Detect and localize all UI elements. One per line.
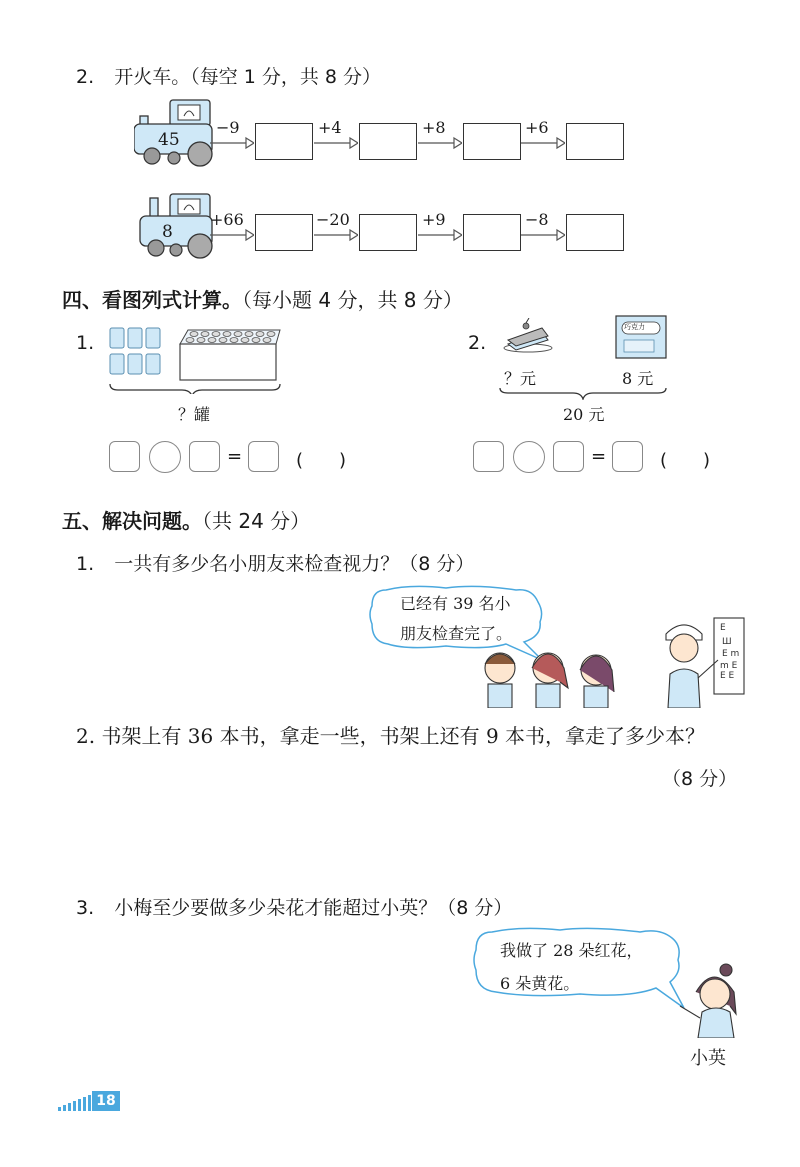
arrow-icon	[314, 228, 358, 242]
train-1-op-3: +8	[422, 118, 446, 137]
total-price-label: 20 元	[563, 405, 605, 424]
chocolate-bar-icon	[614, 314, 668, 360]
train-1-start-number: 45	[158, 130, 180, 150]
question-text: 一共有多少名小朋友来检查视力？（8 分）	[114, 553, 475, 575]
equation-result-box[interactable]	[612, 441, 643, 472]
arrow-icon	[418, 228, 462, 242]
answer-box[interactable]	[463, 123, 521, 160]
bubble-1-line-2: 朋友检查完了。	[400, 624, 513, 643]
section-title: 四、看图列式计算。	[62, 288, 242, 312]
answer-box[interactable]	[463, 214, 521, 251]
equation-number-box[interactable]	[473, 441, 504, 472]
unit-parentheses: ( )	[660, 450, 711, 471]
question-5-2-text: 2. 书架上有 36 本书，拿走一些，书架上还有 9 本书，拿走了多少本？	[76, 724, 706, 748]
svg-text:Ш: Ш	[722, 637, 732, 647]
answer-box[interactable]	[255, 214, 313, 251]
character-name: 小英	[690, 1048, 726, 1069]
answer-box[interactable]	[566, 123, 624, 160]
train-1-op-4: +6	[525, 118, 549, 137]
equation-number-box[interactable]	[553, 441, 584, 472]
question-number: 2.	[468, 332, 487, 354]
svg-text:E m: E m	[722, 649, 740, 659]
train-2-op-1: +66	[210, 210, 244, 229]
doctor-illustration	[656, 616, 766, 708]
train-2-op-2: −20	[316, 210, 350, 229]
question-5-2-score: （8 分）	[662, 768, 738, 790]
arrow-icon	[210, 136, 254, 150]
bubble-1-line-1: 已经有 39 名小	[400, 594, 511, 613]
equation-number-box[interactable]	[189, 441, 220, 472]
bubble-2-line-1: 我做了 28 朵红花，	[500, 941, 643, 960]
question-5-1	[76, 549, 474, 576]
section-5-heading	[62, 505, 310, 534]
unit-parentheses: ( )	[296, 450, 347, 471]
train-engine-illustration	[134, 188, 218, 260]
children-illustration	[476, 640, 626, 708]
chocolate-price-label: 8 元	[622, 369, 654, 388]
page-bars-icon	[58, 1094, 92, 1111]
chocolate-wrapper-label: 巧克力	[624, 323, 645, 331]
bubble-2-line-2: 6 朵黄花。	[500, 974, 580, 993]
section-4-heading	[62, 284, 463, 313]
equals-sign: =	[591, 446, 607, 467]
cake-price-label: ？元	[504, 369, 537, 388]
arrow-icon	[521, 228, 565, 242]
question-number: 3.	[76, 897, 95, 919]
answer-box[interactable]	[359, 123, 417, 160]
question-text: 开火车。（每空 1 分，共 8 分）	[114, 66, 382, 88]
train-2-op-3: +9	[422, 210, 446, 229]
equals-sign: =	[227, 446, 243, 467]
train-1-op-2: +4	[318, 118, 342, 137]
svg-text:E E: E E	[720, 671, 735, 681]
train-2-op-4: −8	[525, 210, 549, 229]
equation-operator-circle[interactable]	[149, 441, 181, 473]
svg-text:E: E	[720, 623, 726, 633]
svg-text:m E: m E	[720, 661, 738, 671]
answer-box[interactable]	[566, 214, 624, 251]
question-5-3	[76, 893, 512, 920]
arrow-icon	[210, 228, 254, 242]
question-number: 2.	[76, 66, 95, 88]
cake-icon	[502, 318, 554, 354]
total-brace	[498, 386, 668, 400]
cans-total-label: ？罐	[178, 405, 211, 424]
arrow-icon	[418, 136, 462, 150]
section-title: 五、解决问题。	[62, 509, 202, 533]
train-1-op-1: −9	[216, 118, 240, 137]
equation-operator-circle[interactable]	[513, 441, 545, 473]
arrow-icon	[521, 136, 565, 150]
cans-illustration	[108, 322, 282, 394]
page-number: 18	[92, 1091, 120, 1111]
arrow-icon	[314, 136, 358, 150]
train-2-start-number: 8	[162, 222, 173, 242]
section-note: （每小题 4 分，共 8 分）	[242, 288, 463, 312]
girl-xiaoying-illustration	[676, 962, 752, 1038]
question-text: 小梅至少要做多少朵花才能超过小英？（8 分）	[114, 897, 513, 919]
answer-box[interactable]	[359, 214, 417, 251]
equation-result-box[interactable]	[248, 441, 279, 472]
answer-box[interactable]	[255, 123, 313, 160]
equation-number-box[interactable]	[109, 441, 140, 472]
section-note: （共 24 分）	[202, 509, 311, 533]
question-number: 1.	[76, 332, 95, 354]
question-number: 1.	[76, 553, 95, 575]
question-2-train	[76, 62, 381, 89]
